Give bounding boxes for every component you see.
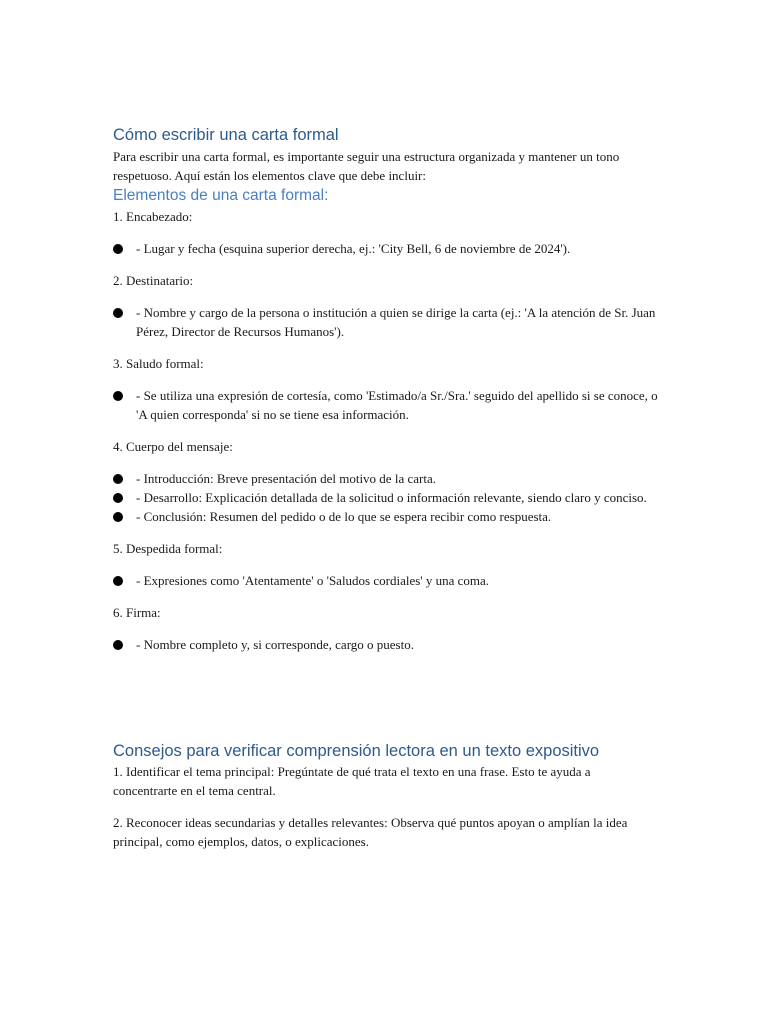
bullet-text: - Conclusión: Resumen del pedido o de lo que se espera recibir como respuesta. — [136, 509, 552, 524]
bullet-icon — [113, 493, 123, 503]
list-item — [113, 469, 658, 488]
section-title: 4. Cuerpo del mensaje: — [113, 439, 233, 454]
list-item — [113, 303, 658, 341]
bullet-icon — [113, 244, 123, 254]
bullet-text: - Introducción: Breve presentación del motivo de la carta. — [136, 471, 436, 486]
bullet-text: - Nombre y cargo de la persona o institución a quien se dirige la carta (ej.: 'A la atención de Sr. Juan Pérez, Director de Recursos Humanos'). — [136, 305, 656, 339]
bullet-text: - Lugar y fecha (esquina superior derecha, ej.: 'City Bell, 6 de noviembre de 2024'). — [136, 241, 571, 256]
section-title: 3. Saludo formal: — [113, 356, 204, 371]
section-title: 6. Firma: — [113, 605, 161, 620]
bullet-icon — [113, 576, 123, 586]
bullet-list — [113, 571, 658, 590]
bullet-list — [113, 239, 658, 258]
list-item — [113, 571, 658, 590]
section-title: 2. Destinatario: — [113, 273, 194, 288]
list-item — [113, 507, 658, 526]
document-content — [113, 124, 658, 851]
intro-paragraph: Para escribir una carta formal, es importante seguir una estructura organizada y mantener un tono respetuoso. Aquí están los elementos clave que debe incluir: — [113, 149, 620, 183]
list-item — [113, 239, 658, 258]
tip-paragraph: 2. Reconocer ideas secundarias y detalles relevantes: Observa qué puntos apoyan o amplían la idea principal, como ejemplos, datos, o explicaciones. — [113, 815, 628, 849]
bullet-icon — [113, 512, 123, 522]
bullet-list — [113, 635, 658, 654]
list-item — [113, 386, 658, 424]
tips-heading: Consejos para verificar comprensión lectora en un texto expositivo — [113, 742, 600, 760]
bullet-icon — [113, 308, 123, 318]
section-title: 1. Encabezado: — [113, 209, 193, 224]
bullet-icon — [113, 474, 123, 484]
list-item — [113, 635, 658, 654]
bullet-text: - Expresiones como 'Atentamente' o 'Saludos cordiales' y una coma. — [136, 573, 490, 588]
tip-paragraph: 1. Identificar el tema principal: Pregúntate de qué trata el texto en una frase. Esto te ayuda a concentrarte en el tema central. — [113, 764, 591, 798]
bullet-list — [113, 386, 658, 424]
section-title: 5. Despedida formal: — [113, 541, 223, 556]
bullet-text: - Nombre completo y, si corresponde, cargo o puesto. — [136, 637, 414, 652]
bullet-icon — [113, 391, 123, 401]
list-item — [113, 488, 658, 507]
elements-heading: Elementos de una carta formal: — [113, 187, 329, 204]
bullet-list — [113, 303, 658, 341]
bullet-icon — [113, 640, 123, 650]
bullet-list — [113, 469, 658, 526]
document-title: Cómo escribir una carta formal — [113, 126, 339, 144]
bullet-text: - Desarrollo: Explicación detallada de la solicitud o información relevante, siendo claro y conciso. — [136, 490, 647, 505]
bullet-text: - Se utiliza una expresión de cortesía, como 'Estimado/a Sr./Sra.' seguido del apellido si se conoce, o 'A quien corresponda' si no se tiene esa información. — [136, 388, 658, 422]
